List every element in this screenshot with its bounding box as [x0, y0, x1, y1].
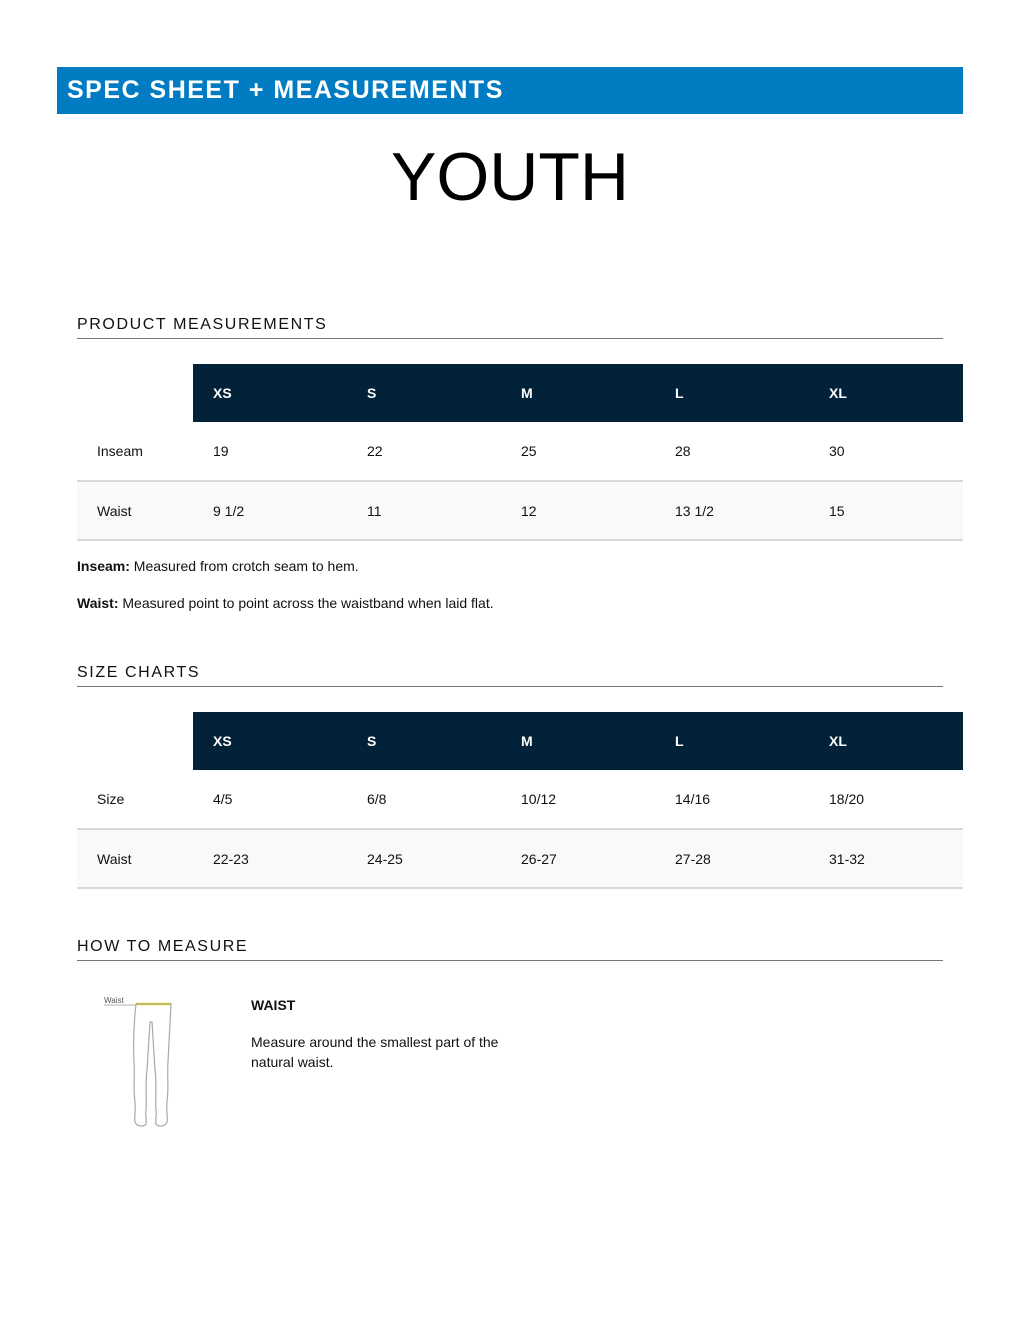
table-cell: 4/5: [193, 770, 347, 829]
column-header-l: L: [655, 712, 809, 770]
figure-label-waist: Waist: [104, 996, 124, 1005]
table-cell: 22-23: [193, 829, 347, 888]
table-cell: 25: [501, 422, 655, 481]
table-cell: 13 1/2: [655, 481, 809, 540]
note-term: Inseam:: [77, 558, 130, 574]
size-charts-table: [77, 712, 963, 889]
column-header-m: M: [501, 364, 655, 422]
table-cell: 10/12: [501, 770, 655, 829]
table-row-size: [77, 770, 963, 829]
table-cell: 27-28: [655, 829, 809, 888]
measure-waist-heading: WAIST: [251, 997, 296, 1013]
row-label: Inseam: [77, 422, 193, 481]
inseam-note: [77, 558, 359, 574]
table-header-row: [77, 712, 963, 770]
column-header-xs: XS: [193, 712, 347, 770]
row-label: Waist: [77, 829, 193, 888]
column-header-m: M: [501, 712, 655, 770]
table-row-inseam: [77, 422, 963, 481]
column-header-xs: XS: [193, 364, 347, 422]
column-header-s: S: [347, 712, 501, 770]
spec-sheet-banner: SPEC SHEET + MEASUREMENTS: [57, 67, 963, 114]
table-cell: 9 1/2: [193, 481, 347, 540]
leggings-diagram-icon: [100, 992, 180, 1132]
column-header-l: L: [655, 364, 809, 422]
product-measurements-heading: PRODUCT MEASUREMENTS: [77, 316, 943, 339]
column-header-xl: XL: [809, 712, 963, 770]
table-corner-cell: [77, 712, 193, 770]
table-cell: 30: [809, 422, 963, 481]
note-term: Waist:: [77, 595, 119, 611]
waist-note: [77, 595, 494, 611]
table-cell: 14/16: [655, 770, 809, 829]
table-cell: 28: [655, 422, 809, 481]
product-measurements-table: [77, 364, 963, 541]
row-label: Size: [77, 770, 193, 829]
measure-waist-instructions: Measure around the smallest part of the natural waist.: [251, 1034, 499, 1070]
table-header-row: [77, 364, 963, 422]
column-header-s: S: [347, 364, 501, 422]
size-charts-heading: SIZE CHARTS: [77, 664, 943, 687]
table-row-waist: [77, 829, 963, 888]
note-text: Measured from crotch seam to hem.: [129, 558, 359, 574]
note-text: Measured point to point across the waistband when laid flat.: [118, 595, 494, 611]
table-cell: 12: [501, 481, 655, 540]
table-cell: 19: [193, 422, 347, 481]
how-to-measure-heading: HOW TO MEASURE: [77, 938, 943, 961]
table-cell: 22: [347, 422, 501, 481]
table-cell: 31-32: [809, 829, 963, 888]
page-title: YOUTH: [391, 139, 629, 215]
table-cell: 26-27: [501, 829, 655, 888]
table-row-waist: [77, 481, 963, 540]
table-cell: 6/8: [347, 770, 501, 829]
table-corner-cell: [77, 364, 193, 422]
table-cell: 11: [347, 481, 501, 540]
table-cell: 24-25: [347, 829, 501, 888]
table-cell: 15: [809, 481, 963, 540]
table-cell: 18/20: [809, 770, 963, 829]
row-label: Waist: [77, 481, 193, 540]
column-header-xl: XL: [809, 364, 963, 422]
